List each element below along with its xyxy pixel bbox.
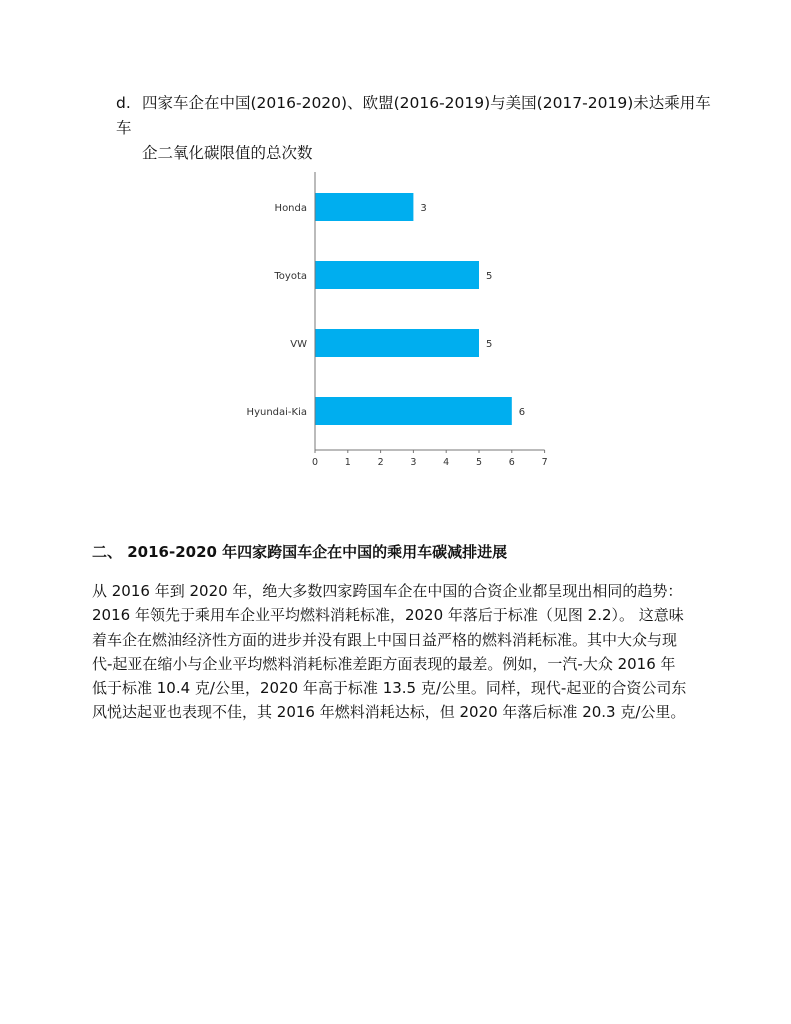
category-label: Hyundai-Kia <box>246 407 307 418</box>
bar <box>315 397 512 425</box>
value-label: 6 <box>518 407 526 418</box>
body-paragraph <box>92 579 712 725</box>
bar <box>315 261 479 289</box>
value-label: 5 <box>486 339 493 350</box>
caption-marker: d. <box>116 94 131 112</box>
bar-chart <box>230 170 560 470</box>
caption-line-1 <box>116 91 716 141</box>
value-label: 5 <box>486 271 493 282</box>
x-tick-label: 4 <box>443 457 450 468</box>
category-label: Toyota <box>274 271 307 282</box>
paragraph-line: 代-起亚在缩小与企业平均燃料消耗标准差距方面表现的最差。例如，一汽-大众 2016 年 <box>92 654 676 673</box>
value-label: 3 <box>420 203 427 214</box>
x-tick-label: 1 <box>344 457 351 468</box>
paragraph-line: 着车企在燃油经济性方面的进步并没有跟上中国日益严格的燃料消耗标准。其中大众与现 <box>92 630 678 649</box>
caption-text-1: 四家车企在中国(2016-2020)、欧盟(2016-2019)与美国(2017-2019)未达乘用车车 <box>116 94 711 137</box>
bars-layer <box>315 193 512 425</box>
x-tick-label: 3 <box>410 457 417 468</box>
figure-caption <box>116 91 716 166</box>
category-label: Honda <box>274 203 307 214</box>
caption-line-2: 企二氧化碳限值的总次数 <box>142 144 313 162</box>
section-heading: 二、 2016-2020 年四家跨国车企在中国的乘用车碳减排进展 <box>92 543 508 561</box>
x-tick-label: 0 <box>311 457 319 468</box>
category-label: VW <box>290 339 307 350</box>
bar <box>315 329 479 357</box>
x-tick-label: 7 <box>541 457 548 468</box>
bar <box>315 193 413 221</box>
x-tick-label: 5 <box>475 457 483 468</box>
paragraph-line: 风悦达起亚也表现不佳，其 2016 年燃料消耗达标，但 2020 年落后标准 20.3 克/公里。 <box>92 703 686 722</box>
paragraph-line: 从 2016 年到 2020 年，绝大多数四家跨国车企在中国的合资企业都呈现出相同的趋势： <box>92 582 683 600</box>
x-tick-label: 6 <box>508 457 515 468</box>
x-tick-label: 2 <box>377 457 384 468</box>
paragraph-line: 低于标准 10.4 克/公里，2020 年高于标准 13.5 克/公里。同样，现代-起亚的合资公司东 <box>92 679 687 698</box>
paragraph-line: 2016 年领先于乘用车企业平均燃料消耗标准，2020 年落后于标准（见图 2.2）。 这意味 <box>92 606 684 625</box>
